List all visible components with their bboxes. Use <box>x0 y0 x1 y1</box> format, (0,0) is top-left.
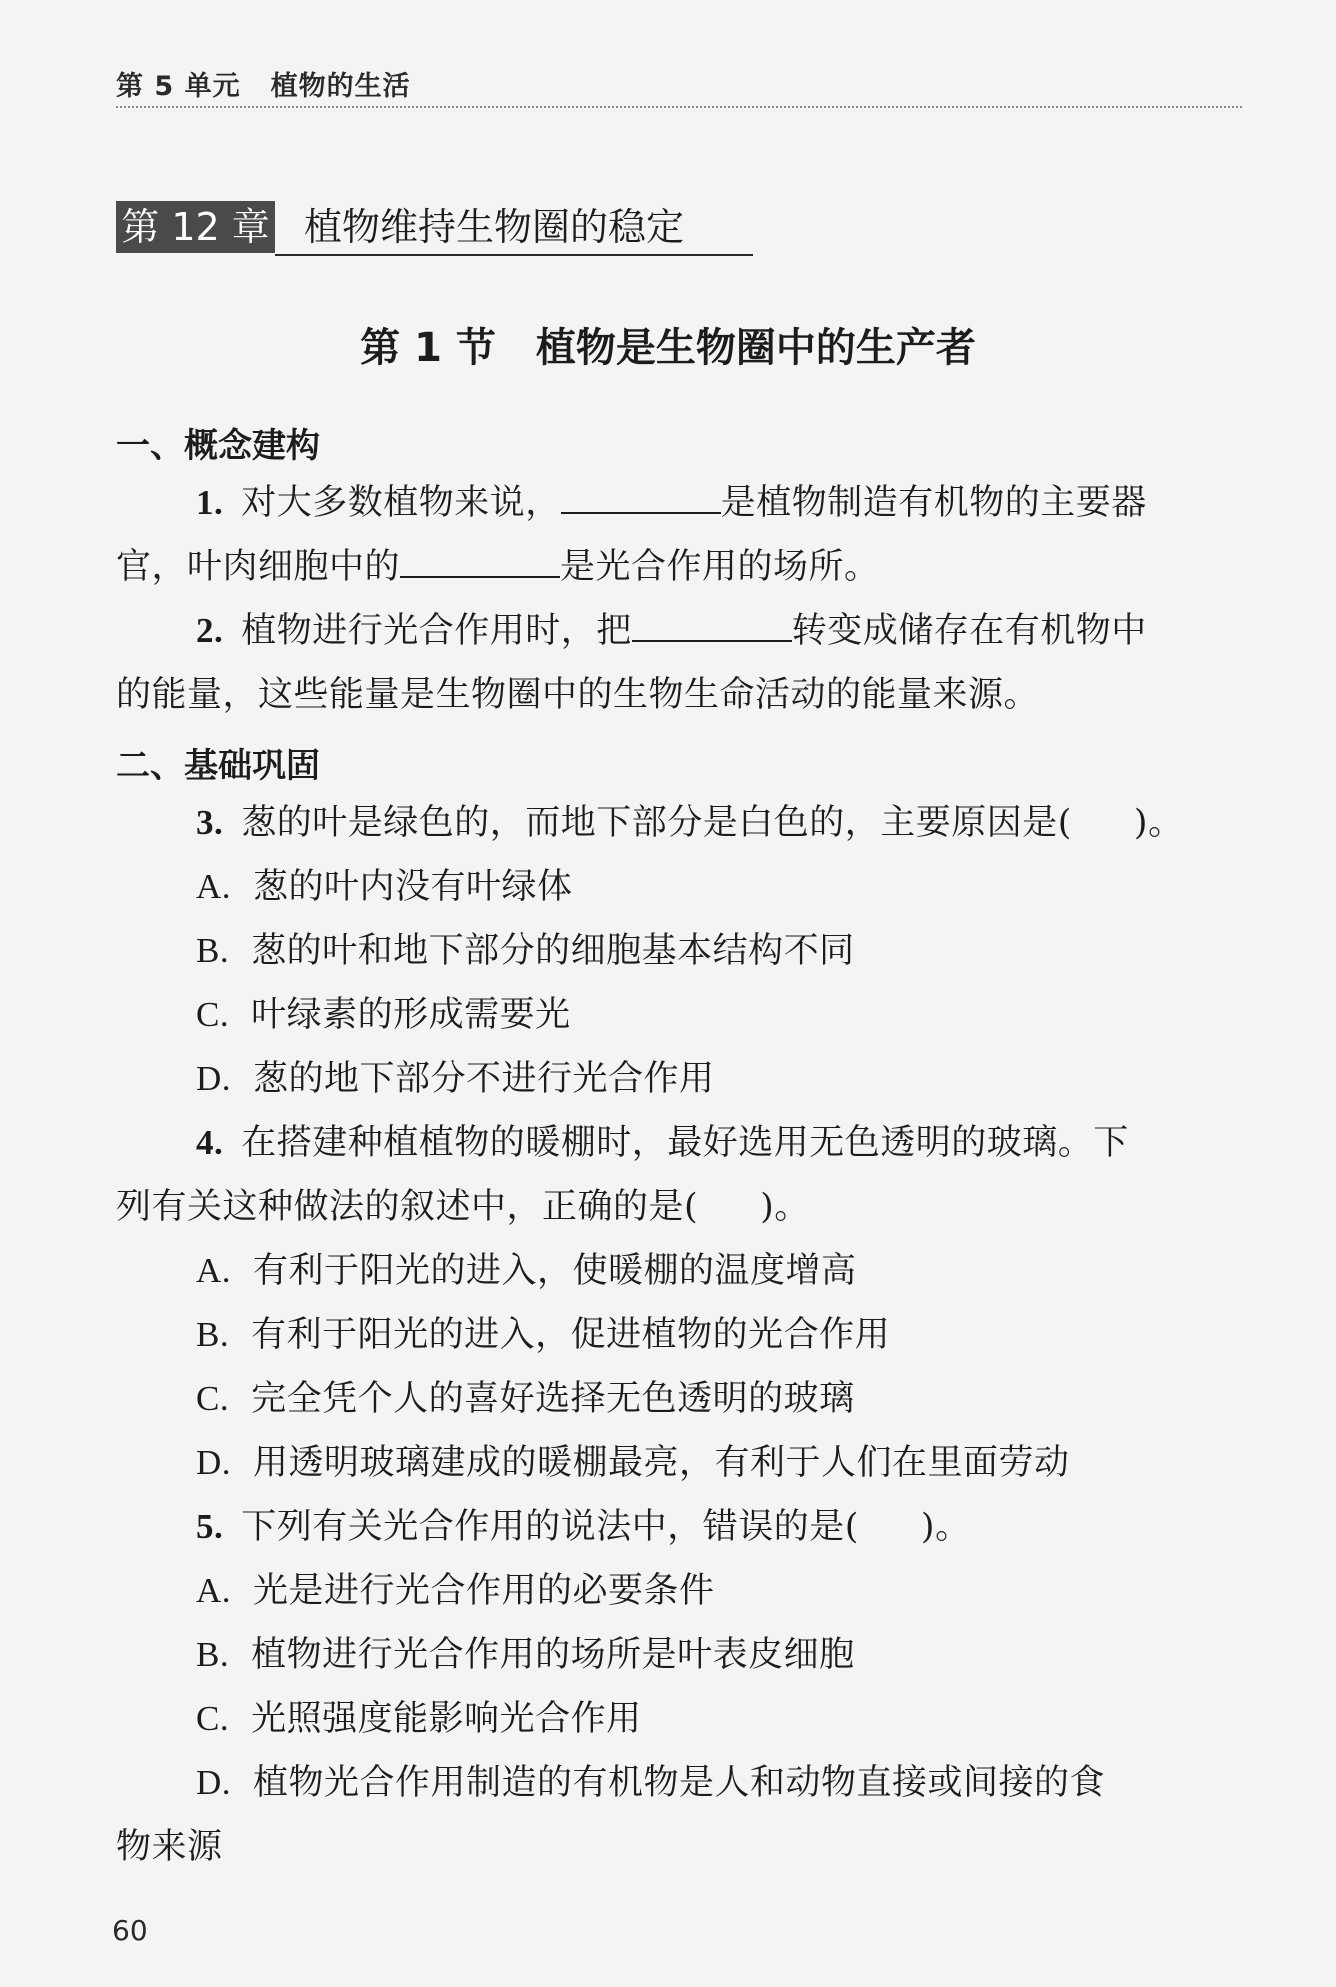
question-number: 5. <box>196 1507 224 1546</box>
question-number: 2. <box>196 611 224 650</box>
question-text: )。 <box>760 1187 810 1227</box>
option-letter: A. <box>196 1251 232 1290</box>
option-letter: B. <box>196 1635 230 1674</box>
option-letter: A. <box>196 867 232 906</box>
option-text: 用透明玻璃建成的暖棚最亮，有利于人们在里面劳动 <box>253 1443 1070 1483</box>
chapter-underline <box>275 254 753 256</box>
option-letter: D. <box>196 1763 232 1802</box>
question-text: 下列有关光合作用的说法中，错误的是( <box>241 1507 859 1547</box>
option-letter: C. <box>196 1699 230 1738</box>
option-text: 光是进行光合作用的必要条件 <box>253 1571 715 1611</box>
question-text: 是光合作用的场所。 <box>560 547 880 587</box>
option-letter: D. <box>196 1443 232 1482</box>
question-2-line-1 <box>196 608 1326 654</box>
question-1-line-1 <box>196 480 1326 526</box>
question-2-line-2: 的能量，这些能量是生物圈中的生物生命活动的能量来源。 <box>116 675 1040 715</box>
option-letter: B. <box>196 931 230 970</box>
question-3-option-d <box>196 1056 1326 1102</box>
question-text: )。 <box>1133 803 1184 843</box>
question-5-option-c <box>196 1696 1326 1742</box>
running-head-title: 植物的生活 <box>270 71 411 102</box>
part-heading-basic: 二、基础巩固 <box>116 746 320 786</box>
question-4-option-d <box>196 1440 1326 1486</box>
fill-blank[interactable] <box>400 546 560 578</box>
fill-blank[interactable] <box>632 610 792 642</box>
option-text: 植物光合作用制造的有机物是人和动物直接或间接的食 <box>253 1763 1106 1803</box>
option-letter: C. <box>196 995 230 1034</box>
question-text: 列有关这种做法的叙述中，正确的是( <box>116 1187 699 1227</box>
running-head <box>116 64 411 103</box>
chapter-title: 植物维持生物圈的稳定 <box>304 205 685 249</box>
option-text: 葱的叶内没有叶绿体 <box>253 867 573 907</box>
part-heading-concept: 一、概念建构 <box>116 426 320 466</box>
question-text: 植物进行光合作用时，把 <box>241 611 632 651</box>
page-number: 60 <box>112 1914 148 1947</box>
chapter-label: 第 12 章 <box>116 201 275 253</box>
option-letter: A. <box>196 1571 232 1610</box>
option-text: 叶绿素的形成需要光 <box>251 995 571 1035</box>
question-5-option-a <box>196 1568 1326 1614</box>
question-4-stem-line-2 <box>116 1184 1246 1230</box>
question-text: 在搭建种植植物的暖棚时，最好选用无色透明的玻璃。下 <box>241 1123 1129 1163</box>
option-text: 葱的叶和地下部分的细胞基本结构不同 <box>251 931 855 971</box>
option-text: 植物进行光合作用的场所是叶表皮细胞 <box>251 1635 855 1675</box>
question-3-option-a <box>196 864 1326 910</box>
question-4-option-b <box>196 1312 1326 1358</box>
section-title <box>0 316 1336 373</box>
option-text: 有利于阳光的进入，使暖棚的温度增高 <box>253 1251 857 1291</box>
question-1-line-2 <box>116 544 1246 590</box>
question-3-stem <box>196 800 1326 846</box>
question-text: 是植物制造有机物的主要器 <box>720 483 1147 523</box>
option-text: 葱的地下部分不进行光合作用 <box>253 1059 715 1099</box>
question-4-stem-line-1 <box>196 1120 1326 1166</box>
question-5-stem <box>196 1504 1326 1550</box>
running-head-unit: 第 5 单元 <box>116 71 241 102</box>
question-number: 4. <box>196 1123 224 1162</box>
question-number: 3. <box>196 803 224 842</box>
option-text: 光照强度能影响光合作用 <box>251 1699 642 1739</box>
option-letter: D. <box>196 1059 232 1098</box>
question-text: )。 <box>920 1507 971 1547</box>
question-5-option-d-continued: 物来源 <box>116 1827 223 1867</box>
question-5-option-d <box>196 1760 1326 1806</box>
question-4-option-a <box>196 1248 1326 1294</box>
section-label: 第 1 节 <box>360 325 496 371</box>
option-text: 完全凭个人的喜好选择无色透明的玻璃 <box>251 1379 855 1419</box>
option-text: 有利于阳光的进入，促进植物的光合作用 <box>251 1315 891 1355</box>
fill-blank[interactable] <box>561 482 721 514</box>
option-letter: B. <box>196 1315 230 1354</box>
question-3-option-b <box>196 928 1326 974</box>
question-text: 官，叶肉细胞中的 <box>116 547 401 587</box>
running-head-divider <box>116 106 1242 108</box>
question-3-option-c <box>196 992 1326 1038</box>
section-name: 植物是生物圈中的生产者 <box>535 325 976 371</box>
question-text: 葱的叶是绿色的，而地下部分是白色的，主要原因是( <box>241 803 1072 843</box>
question-4-option-c <box>196 1376 1326 1422</box>
question-text: 转变成储存在有机物中 <box>791 611 1147 651</box>
question-text: 对大多数植物来说， <box>241 483 561 523</box>
option-letter: C. <box>196 1379 230 1418</box>
question-number: 1. <box>196 483 224 522</box>
question-5-option-b <box>196 1632 1326 1678</box>
